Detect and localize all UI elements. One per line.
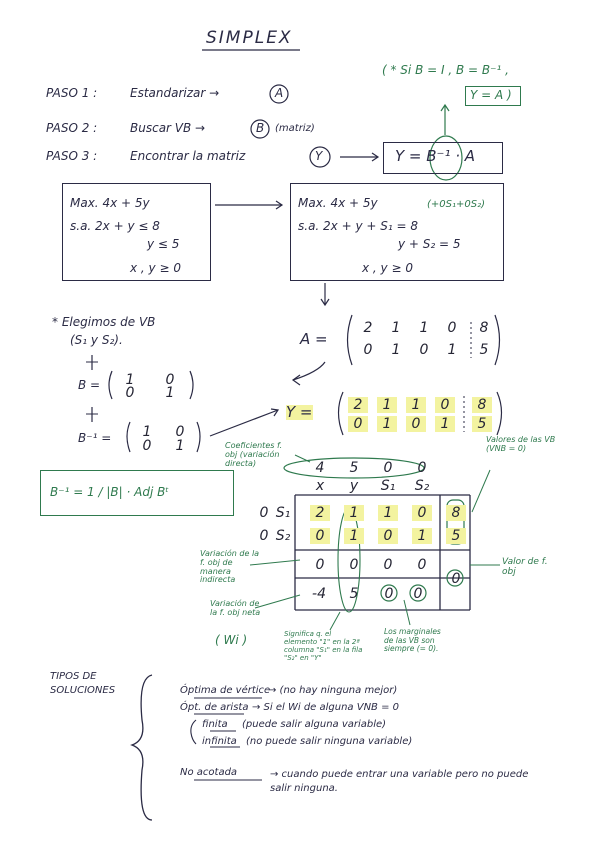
b-cell: 0 [165,372,175,388]
vb-note-1: * Elegimos de VB [52,315,156,329]
formula-note-1: ( * Si B = I , B = B⁻¹ , [382,63,509,77]
wi-row-cell: -4 [312,586,326,602]
step-3-tag: Y [315,149,323,163]
matrix-a-cell: 8 [479,320,489,336]
matrix-y-cell: 8 [472,397,492,413]
tableau-cell: 1 [344,505,364,521]
header-cell: y [349,478,359,494]
annotation-wi: ( Wi ) [215,633,248,647]
matrix-y-cell: 1 [377,397,397,413]
tableau-cell: 0 [412,505,432,521]
annotation-vb-neg: Los marginales de las VB son siempre (= 0). [384,627,441,654]
tableau-rhs: 8 [446,505,466,521]
step-1-tag: A [275,86,284,100]
tableau-cell: 0 [310,528,330,544]
header-cell: x [315,478,325,494]
step-1-label: PASO 1 : [46,86,98,100]
matrix-a-cell: 5 [479,342,489,358]
step-2-note: (matriz) [275,123,315,134]
solution-text: (puede salir alguna variable) [242,719,387,730]
cost-cell: 5 [349,460,359,476]
annotation-coef: Coeficientes f. obj (variación directa) [225,441,283,468]
solution-text: → Si el Wi de alguna VNB = 0 [252,702,400,713]
var-row-cell: 0 [383,557,393,573]
row-var: S₂ [275,528,291,544]
matrix-y-cell: 0 [435,397,455,413]
binv-cell: 1 [142,424,152,440]
tableau-cell: 2 [310,505,330,521]
solution-name: No acotada [180,767,238,778]
tableau-cell: 1 [412,528,432,544]
matrix-a-cell: 0 [363,342,373,358]
header-cell: S₂ [414,478,430,494]
matrix-a-label: A = [300,330,328,348]
step-3-label: PASO 3 : [46,149,98,163]
formula-note-2: Y = A ) [470,88,512,102]
matrix-y-label: Y = [286,403,313,421]
matrix-y-cell: 0 [406,416,426,432]
matrix-a-cell: 1 [391,320,401,336]
model-1-obj: Max. 4x + 5y [70,196,150,210]
matrix-y-cell: 2 [348,397,368,413]
wi-row-cell: 0 [413,586,423,602]
annotation-significa: Significa q. el elemento "1" en la 2ª columna "S₁" en la fila "S₂" en "Y" [284,630,363,663]
wi-row-cell: 0 [384,586,394,602]
binv-cell: 0 [175,424,185,440]
matrix-a-cell: 1 [391,342,401,358]
matrix-y-cell: 1 [435,416,455,432]
solution-text: (no puede salir ninguna variable) [246,736,413,747]
step-2-tag: B [256,121,265,135]
model-1-c1: s.a. 2x + y ≤ 8 [70,219,160,233]
tableau-cell: 0 [378,528,398,544]
annotation-var-net: Variación de la f. obj neta [210,599,261,617]
model-2-c2: y + S₂ = 5 [398,237,461,251]
b-cell: 1 [165,385,175,401]
var-row-cell: 0 [417,557,427,573]
tableau-cell: 1 [378,505,398,521]
b-cell: 1 [125,372,135,388]
matrix-y-cell: 5 [472,416,492,432]
var-row-cell: 0 [349,557,359,573]
model-2-obj-extra: (+0S₁+0S₂) [427,199,485,210]
annotation-var-fobj: Variación de la f. obj de manera indirecta [200,549,260,585]
binv-formula: B⁻¹ = 1 / |B| · Adj Bᵗ [50,485,169,499]
model-2-obj: Max. 4x + 5y [298,196,378,210]
b-label: B = [78,378,101,392]
solution-name: infinita [202,736,237,747]
model-1-c3: x , y ≥ 0 [130,261,181,275]
var-row-cell: 0 [315,557,325,573]
cost-cell: 4 [315,460,325,476]
row-cost: 0 [259,505,269,521]
matrix-y-cell: 0 [348,416,368,432]
wi-row-cell: 5 [349,586,359,602]
solutions-title: TIPOS DE SOLUCIONES [50,671,116,696]
b-cell: 0 [125,385,135,401]
matrix-a-cell: 1 [447,342,457,358]
matrix-a-cell: 0 [447,320,457,336]
obj-value: 0 [451,571,461,587]
binv-cell: 1 [175,438,185,454]
tableau-cell: 1 [344,528,364,544]
solution-name: Ópt. de arista [180,702,249,713]
solution-text: → (no hay ninguna mejor) [268,685,398,696]
matrix-a-cell: 2 [363,320,373,336]
annotation-val-fobj: Valor de f. obj [502,557,548,577]
step-3-text: Encontrar la matriz [130,149,246,163]
step-2-label: PASO 2 : [46,121,98,135]
header-cell: S₁ [380,478,396,494]
step-1-text: Estandarizar → [130,86,220,100]
cost-cell: 0 [383,460,393,476]
matrix-a-cell: 0 [419,342,429,358]
row-cost: 0 [259,528,269,544]
solution-name: finita [202,719,228,730]
solution-text: → cuando puede entrar una variable pero no puede salir ninguna. [270,769,529,794]
solution-name: Óptima de vértice [180,685,271,696]
binv-label: B⁻¹ = [78,431,112,445]
row-var: S₁ [275,505,291,521]
matrix-y-cell: 1 [377,416,397,432]
model-2-c1: s.a. 2x + y + S₁ = 8 [298,219,418,233]
model-1-c2: y ≤ 5 [147,237,180,251]
matrix-y-cell: 1 [406,397,426,413]
formula-y: Y = B⁻¹ · A [395,147,476,165]
tableau-rhs: 5 [446,528,466,544]
step-2-text: Buscar VB → [130,121,206,135]
vb-note-2: (S₁ y S₂). [70,333,123,347]
page-title: SIMPLEX [206,28,293,48]
annotation-vb-vals: Valores de las VB (VNB = 0) [486,435,556,453]
binv-cell: 0 [142,438,152,454]
matrix-a-cell: 1 [419,320,429,336]
cost-cell: 0 [417,460,427,476]
model-2-c3: x , y ≥ 0 [362,261,413,275]
